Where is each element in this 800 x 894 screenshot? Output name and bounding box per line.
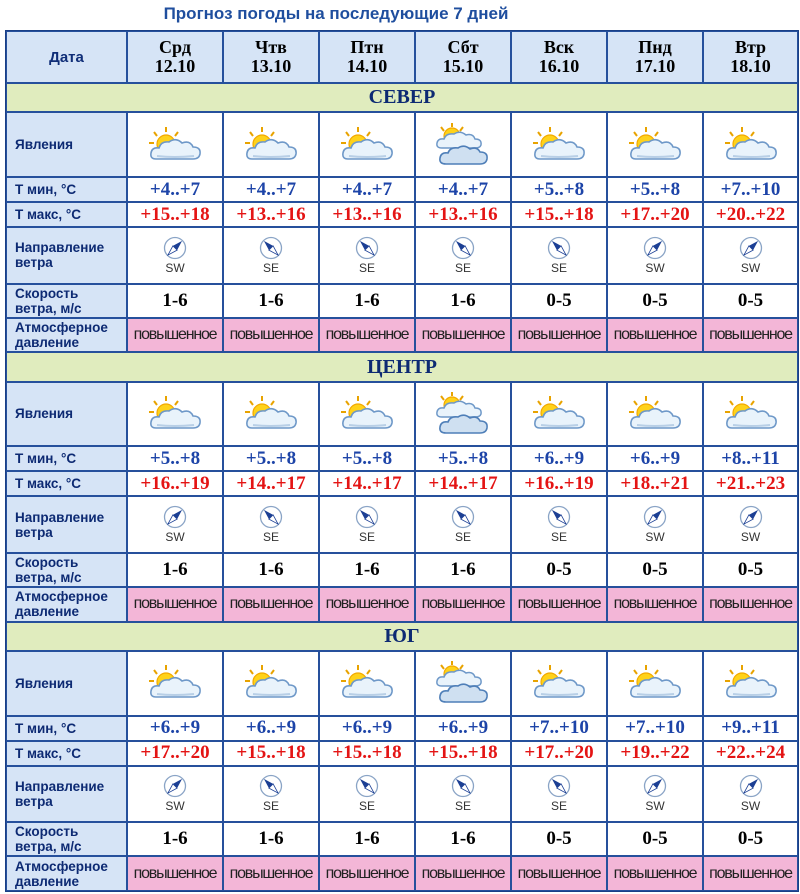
weather-cell bbox=[703, 112, 798, 177]
pressure-label bbox=[6, 856, 127, 891]
partly-cloudy-icon bbox=[224, 394, 318, 434]
tmin-value: +7..+10 bbox=[511, 716, 607, 741]
tmax-value: +16..+19 bbox=[127, 471, 223, 496]
wind-direction bbox=[224, 774, 318, 813]
weather-cell bbox=[511, 651, 607, 716]
wind-direction-cell bbox=[223, 766, 319, 822]
pressure-value: повышенное bbox=[607, 318, 703, 352]
tmin-value: +4..+7 bbox=[415, 177, 511, 202]
tmin-value: +5..+8 bbox=[223, 446, 319, 471]
day-header bbox=[703, 31, 798, 83]
wind-direction bbox=[704, 505, 797, 544]
tmin-label-text: Т мин, °С bbox=[15, 451, 77, 467]
wind-direction-cell bbox=[511, 766, 607, 822]
compass-icon bbox=[163, 505, 187, 529]
compass-icon bbox=[547, 505, 571, 529]
wind-speed-label-text-2: ветра, м/с bbox=[15, 300, 82, 316]
wind-direction-text: SE bbox=[454, 530, 471, 545]
tmax-value: +15..+18 bbox=[223, 741, 319, 766]
partly-cloudy-icon bbox=[608, 663, 702, 703]
wind-speed-value: 1-6 bbox=[127, 822, 223, 856]
wind-direction bbox=[128, 236, 222, 275]
tmax-value: +14..+17 bbox=[319, 471, 415, 496]
weather-cell bbox=[127, 112, 223, 177]
wind-direction bbox=[128, 505, 222, 544]
day-date: 14.10 bbox=[346, 56, 388, 77]
tmax-label bbox=[6, 741, 127, 766]
tmax-value: +19..+22 bbox=[607, 741, 703, 766]
phenomena-label-text: Явления bbox=[15, 406, 74, 422]
weather-cell bbox=[607, 382, 703, 447]
weather-cell bbox=[127, 382, 223, 447]
compass-icon bbox=[355, 505, 379, 529]
tmin-value: +5..+8 bbox=[415, 446, 511, 471]
tmin-label-text: Т мин, °С bbox=[15, 720, 77, 736]
partly-cloudy-icon bbox=[512, 663, 606, 703]
tmax-value: +14..+17 bbox=[415, 471, 511, 496]
weather-cell bbox=[415, 112, 511, 177]
partly-cloudy-icon bbox=[512, 125, 606, 165]
wind-direction bbox=[512, 505, 606, 544]
pressure-value: повышенное bbox=[319, 587, 415, 621]
pressure-value: повышенное bbox=[415, 856, 511, 891]
tmin-label bbox=[6, 716, 127, 741]
wind-direction-text: SW bbox=[165, 530, 185, 545]
compass-icon bbox=[643, 774, 667, 798]
wind-direction bbox=[704, 774, 797, 813]
partly-cloudy-icon bbox=[512, 394, 606, 434]
wind-speed-value: 0-5 bbox=[511, 284, 607, 318]
page-title: Прогноз погоды на последующие 7 дней bbox=[163, 4, 509, 23]
weather-cell bbox=[415, 651, 511, 716]
day-date: 15.10 bbox=[442, 56, 484, 77]
tmax-label bbox=[6, 471, 127, 496]
tmax-label-text: Т макс, °С bbox=[15, 207, 82, 223]
weather-cell bbox=[223, 651, 319, 716]
region-header: ЮГ bbox=[6, 622, 798, 651]
tmin-value: +5..+8 bbox=[511, 177, 607, 202]
wind-direction-cell bbox=[127, 496, 223, 552]
tmax-value: +21..+23 bbox=[703, 471, 798, 496]
wind-speed-value: 0-5 bbox=[703, 553, 798, 587]
day-date: 12.10 bbox=[154, 56, 196, 77]
tmax-value: +15..+18 bbox=[415, 741, 511, 766]
wind-direction-text: SE bbox=[262, 799, 279, 814]
wind-direction-text: SE bbox=[262, 530, 279, 545]
compass-icon bbox=[547, 236, 571, 260]
wind-speed-value: 1-6 bbox=[223, 822, 319, 856]
wind-direction bbox=[608, 505, 702, 544]
partly-cloudy-icon bbox=[128, 125, 222, 165]
wind-speed-value: 1-6 bbox=[415, 553, 511, 587]
tmax-value: +17..+20 bbox=[511, 741, 607, 766]
wind-speed-value: 0-5 bbox=[607, 553, 703, 587]
compass-icon bbox=[451, 774, 475, 798]
wind-speed-label bbox=[6, 822, 127, 856]
partly-cloudy-icon bbox=[128, 663, 222, 703]
wind-direction-cell bbox=[703, 766, 798, 822]
tmax-value: +13..+16 bbox=[223, 202, 319, 227]
pressure-value: повышенное bbox=[607, 587, 703, 621]
tmax-value: +13..+16 bbox=[415, 202, 511, 227]
wind-speed-value: 0-5 bbox=[511, 553, 607, 587]
wind-direction bbox=[320, 236, 414, 275]
pressure-value: повышенное bbox=[223, 318, 319, 352]
day-date: 17.10 bbox=[634, 56, 676, 77]
tmax-label-text: Т макс, °С bbox=[15, 476, 82, 492]
phenomena-label bbox=[6, 112, 127, 177]
compass-icon bbox=[163, 774, 187, 798]
compass-icon bbox=[451, 236, 475, 260]
partly-cloudy-icon bbox=[320, 663, 414, 703]
partly-cloudy-icon bbox=[320, 125, 414, 165]
wind-direction-text: SE bbox=[550, 530, 567, 545]
day-name: Птн bbox=[350, 37, 384, 58]
wind-speed-value: 1-6 bbox=[319, 822, 415, 856]
tmin-label-text: Т мин, °С bbox=[15, 182, 77, 198]
tmax-label-text: Т макс, °С bbox=[15, 745, 82, 761]
pressure-value: повышенное bbox=[511, 856, 607, 891]
wind-speed-value: 1-6 bbox=[415, 822, 511, 856]
wind-direction-cell bbox=[607, 496, 703, 552]
pressure-label bbox=[6, 318, 127, 352]
wind-direction-cell bbox=[127, 227, 223, 283]
wind-speed-value: 0-5 bbox=[607, 284, 703, 318]
tmin-value: +4..+7 bbox=[319, 177, 415, 202]
phenomena-label-text: Явления bbox=[15, 137, 74, 153]
wind-direction-text: SW bbox=[645, 260, 665, 275]
wind-direction-text: SE bbox=[358, 260, 375, 275]
compass-icon bbox=[355, 774, 379, 798]
day-name: Пнд bbox=[638, 37, 672, 58]
wind-direction-cell bbox=[607, 227, 703, 283]
wind-direction-label bbox=[6, 766, 127, 822]
compass-icon bbox=[163, 236, 187, 260]
pressure-label-text-2: давление bbox=[15, 604, 80, 620]
tmin-value: +9..+11 bbox=[703, 716, 798, 741]
wind-direction-text: SW bbox=[165, 260, 185, 275]
wind-speed-value: 0-5 bbox=[703, 822, 798, 856]
tmax-value: +15..+18 bbox=[319, 741, 415, 766]
wind-direction-cell bbox=[511, 227, 607, 283]
wind-speed-label-text: Скорость bbox=[15, 285, 79, 301]
cloudy-icon bbox=[416, 122, 510, 168]
tmax-label bbox=[6, 202, 127, 227]
wind-direction-text: SW bbox=[740, 260, 761, 275]
region-header: СЕВЕР bbox=[6, 83, 798, 112]
wind-speed-value: 1-6 bbox=[223, 284, 319, 318]
cloudy-icon bbox=[416, 391, 510, 437]
tmin-value: +6..+9 bbox=[319, 716, 415, 741]
day-name: Срд bbox=[159, 37, 191, 58]
wind-speed-value: 1-6 bbox=[415, 284, 511, 318]
wind-direction-text: SE bbox=[262, 260, 279, 275]
tmax-value: +20..+22 bbox=[703, 202, 798, 227]
tmax-value: +18..+21 bbox=[607, 471, 703, 496]
tmax-value: +22..+24 bbox=[703, 741, 798, 766]
wind-speed-value: 1-6 bbox=[127, 553, 223, 587]
pressure-value: повышенное bbox=[607, 856, 703, 891]
wind-direction-text: SW bbox=[740, 530, 761, 545]
wind-direction-cell bbox=[223, 496, 319, 552]
wind-direction bbox=[416, 236, 510, 275]
pressure-value: повышенное bbox=[127, 587, 223, 621]
day-header bbox=[223, 31, 319, 83]
wind-direction-cell bbox=[511, 496, 607, 552]
weather-cell bbox=[319, 651, 415, 716]
tmin-label bbox=[6, 177, 127, 202]
wind-direction-label-text: Направление bbox=[15, 509, 105, 525]
weather-cell bbox=[703, 651, 798, 716]
tmin-value: +6..+9 bbox=[415, 716, 511, 741]
wind-direction bbox=[320, 774, 414, 813]
wind-direction-text: SW bbox=[740, 799, 761, 814]
wind-direction bbox=[416, 505, 510, 544]
wind-direction-label bbox=[6, 227, 127, 283]
pressure-label bbox=[6, 587, 127, 621]
partly-cloudy-icon bbox=[704, 125, 797, 165]
compass-icon bbox=[547, 774, 571, 798]
pressure-value: повышенное bbox=[511, 587, 607, 621]
day-header bbox=[511, 31, 607, 83]
pressure-value: повышенное bbox=[223, 587, 319, 621]
wind-direction-label bbox=[6, 496, 127, 552]
tmax-value: +14..+17 bbox=[223, 471, 319, 496]
tmin-value: +6..+9 bbox=[511, 446, 607, 471]
wind-speed-value: 1-6 bbox=[127, 284, 223, 318]
day-date: 13.10 bbox=[250, 56, 292, 77]
wind-direction bbox=[416, 774, 510, 813]
partly-cloudy-icon bbox=[704, 663, 797, 703]
weather-cell bbox=[319, 382, 415, 447]
date-header-label: Дата bbox=[6, 31, 127, 83]
wind-direction-cell bbox=[319, 227, 415, 283]
wind-direction-cell bbox=[415, 766, 511, 822]
wind-speed-label-text-2: ветра, м/с bbox=[15, 839, 82, 855]
wind-direction-cell bbox=[415, 227, 511, 283]
wind-direction-cell bbox=[607, 766, 703, 822]
compass-icon bbox=[259, 774, 283, 798]
pressure-value: повышенное bbox=[703, 318, 798, 352]
wind-direction-label-text: Направление bbox=[15, 778, 105, 794]
phenomena-label-text: Явления bbox=[15, 675, 74, 691]
pressure-value: повышенное bbox=[127, 856, 223, 891]
tmin-value: +5..+8 bbox=[319, 446, 415, 471]
weather-cell bbox=[415, 382, 511, 447]
wind-direction-label-text-2: ветра bbox=[15, 255, 53, 271]
wind-direction-text: SE bbox=[358, 530, 375, 545]
tmin-value: +5..+8 bbox=[607, 177, 703, 202]
wind-direction-cell bbox=[319, 496, 415, 552]
phenomena-label bbox=[6, 651, 127, 716]
wind-direction bbox=[224, 236, 318, 275]
forecast-table bbox=[5, 30, 799, 892]
wind-direction bbox=[320, 505, 414, 544]
wind-direction bbox=[608, 774, 702, 813]
wind-speed-label-text: Скорость bbox=[15, 824, 79, 840]
wind-direction-cell bbox=[223, 227, 319, 283]
wind-speed-label-text-2: ветра, м/с bbox=[15, 569, 82, 585]
wind-direction-label-text-2: ветра bbox=[15, 524, 53, 540]
weather-cell bbox=[703, 382, 798, 447]
compass-icon bbox=[259, 505, 283, 529]
compass-icon bbox=[259, 236, 283, 260]
pressure-value: повышенное bbox=[319, 856, 415, 891]
weather-cell bbox=[223, 112, 319, 177]
weather-cell bbox=[607, 112, 703, 177]
compass-icon bbox=[355, 236, 379, 260]
partly-cloudy-icon bbox=[608, 125, 702, 165]
partly-cloudy-icon bbox=[128, 394, 222, 434]
tmin-value: +7..+10 bbox=[703, 177, 798, 202]
wind-direction-text: SE bbox=[358, 799, 375, 814]
weather-cell bbox=[511, 382, 607, 447]
wind-direction bbox=[512, 774, 606, 813]
wind-direction-cell bbox=[319, 766, 415, 822]
day-header bbox=[415, 31, 511, 83]
compass-icon bbox=[739, 774, 763, 798]
compass-icon bbox=[739, 505, 763, 529]
pressure-value: повышенное bbox=[415, 587, 511, 621]
tmax-value: +17..+20 bbox=[607, 202, 703, 227]
day-name: Сбт bbox=[447, 37, 479, 58]
day-header bbox=[319, 31, 415, 83]
weather-cell bbox=[223, 382, 319, 447]
tmin-value: +8..+11 bbox=[703, 446, 798, 471]
tmin-value: +6..+9 bbox=[607, 446, 703, 471]
compass-icon bbox=[451, 505, 475, 529]
wind-direction-text: SE bbox=[454, 260, 471, 275]
pressure-value: повышенное bbox=[415, 318, 511, 352]
tmax-value: +15..+18 bbox=[511, 202, 607, 227]
wind-direction-text: SW bbox=[645, 530, 665, 545]
tmax-value: +15..+18 bbox=[127, 202, 223, 227]
pressure-value: повышенное bbox=[319, 318, 415, 352]
wind-speed-label bbox=[6, 553, 127, 587]
tmin-value: +7..+10 bbox=[607, 716, 703, 741]
tmin-value: +6..+9 bbox=[223, 716, 319, 741]
pressure-label-text: Атмосферное bbox=[15, 589, 108, 605]
pressure-value: повышенное bbox=[703, 856, 798, 891]
wind-direction bbox=[128, 774, 222, 813]
wind-direction bbox=[512, 236, 606, 275]
day-name: Вск bbox=[543, 37, 575, 58]
wind-direction bbox=[704, 236, 797, 275]
wind-direction-cell bbox=[703, 227, 798, 283]
partly-cloudy-icon bbox=[608, 394, 702, 434]
header-row bbox=[6, 31, 798, 83]
wind-speed-value: 1-6 bbox=[319, 553, 415, 587]
partly-cloudy-icon bbox=[704, 394, 797, 434]
compass-icon bbox=[643, 505, 667, 529]
wind-speed-value: 1-6 bbox=[223, 553, 319, 587]
wind-speed-label-text: Скорость bbox=[15, 554, 79, 570]
region-header: ЦЕНТР bbox=[6, 352, 798, 381]
day-header bbox=[607, 31, 703, 83]
partly-cloudy-icon bbox=[224, 125, 318, 165]
wind-direction-label-text-2: ветра bbox=[15, 793, 53, 809]
pressure-label-text-2: давление bbox=[15, 873, 80, 889]
wind-speed-value: 0-5 bbox=[703, 284, 798, 318]
pressure-value: повышенное bbox=[223, 856, 319, 891]
wind-direction bbox=[224, 505, 318, 544]
tmax-value: +13..+16 bbox=[319, 202, 415, 227]
wind-direction-text: SW bbox=[645, 799, 665, 814]
compass-icon bbox=[739, 236, 763, 260]
tmin-value: +5..+8 bbox=[127, 446, 223, 471]
day-date: 16.10 bbox=[538, 56, 580, 77]
weather-cell bbox=[607, 651, 703, 716]
pressure-label-text-2: давление bbox=[15, 335, 80, 351]
wind-direction-text: SW bbox=[165, 799, 185, 814]
wind-direction-cell bbox=[703, 496, 798, 552]
wind-direction-text: SE bbox=[454, 799, 471, 814]
tmin-value: +4..+7 bbox=[127, 177, 223, 202]
tmax-value: +16..+19 bbox=[511, 471, 607, 496]
wind-speed-value: 0-5 bbox=[607, 822, 703, 856]
partly-cloudy-icon bbox=[320, 394, 414, 434]
wind-direction-cell bbox=[127, 766, 223, 822]
day-name: Втр bbox=[734, 37, 767, 58]
day-header bbox=[127, 31, 223, 83]
wind-direction bbox=[608, 236, 702, 275]
tmax-value: +17..+20 bbox=[127, 741, 223, 766]
wind-direction-text: SE bbox=[550, 799, 567, 814]
wind-direction-cell bbox=[415, 496, 511, 552]
wind-direction-label-text: Направление bbox=[15, 240, 105, 256]
weather-cell bbox=[127, 651, 223, 716]
wind-speed-label bbox=[6, 284, 127, 318]
partly-cloudy-icon bbox=[224, 663, 318, 703]
weather-cell bbox=[511, 112, 607, 177]
weather-cell bbox=[319, 112, 415, 177]
wind-direction-text: SE bbox=[550, 260, 567, 275]
cloudy-icon bbox=[416, 660, 510, 706]
day-date: 18.10 bbox=[730, 56, 771, 77]
wind-speed-value: 0-5 bbox=[511, 822, 607, 856]
pressure-value: повышенное bbox=[127, 318, 223, 352]
compass-icon bbox=[643, 236, 667, 260]
pressure-label-text: Атмосферное bbox=[15, 320, 108, 336]
tmin-label bbox=[6, 446, 127, 471]
phenomena-label bbox=[6, 382, 127, 447]
pressure-label-text: Атмосферное bbox=[15, 858, 108, 874]
tmin-value: +6..+9 bbox=[127, 716, 223, 741]
pressure-value: повышенное bbox=[511, 318, 607, 352]
pressure-value: повышенное bbox=[703, 587, 798, 621]
day-name: Чтв bbox=[255, 37, 287, 58]
tmin-value: +4..+7 bbox=[223, 177, 319, 202]
wind-speed-value: 1-6 bbox=[319, 284, 415, 318]
